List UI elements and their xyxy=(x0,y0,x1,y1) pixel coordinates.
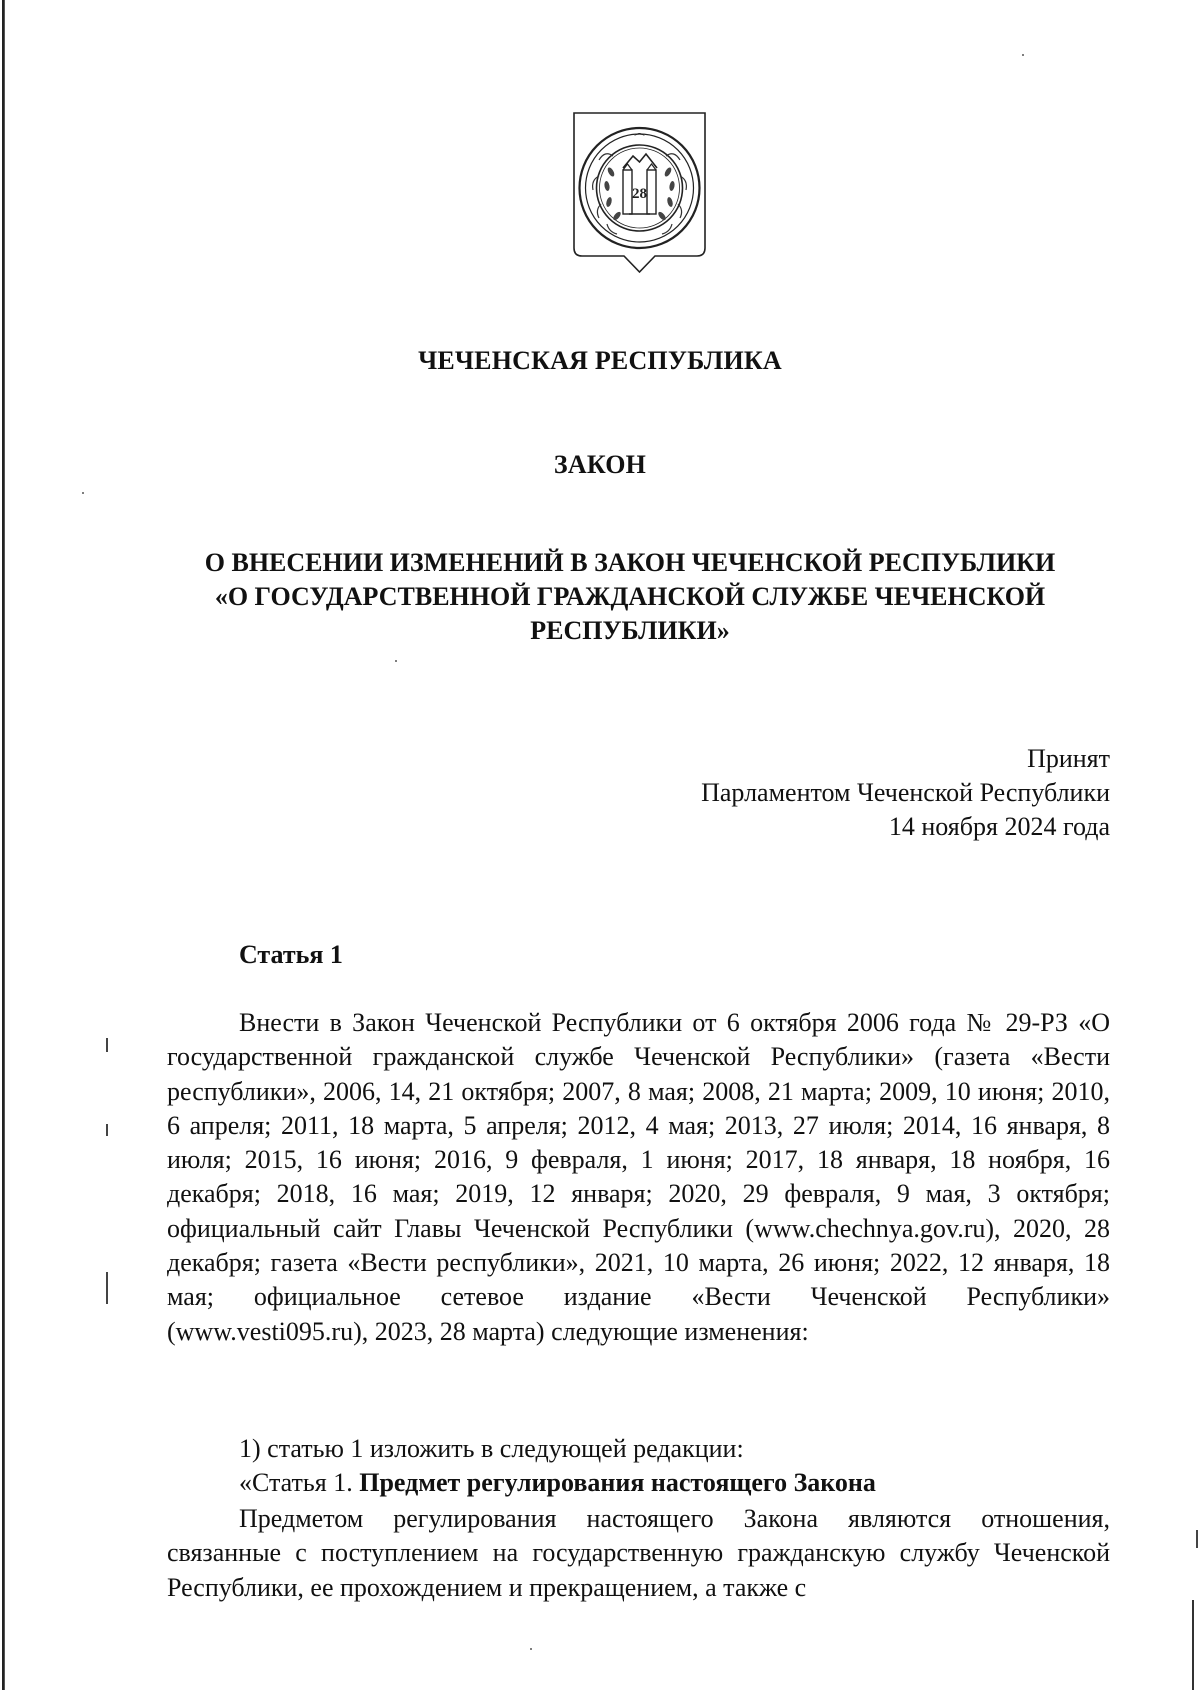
law-title-line: РЕСПУБЛИКИ» xyxy=(530,616,730,645)
margin-mark xyxy=(1196,1530,1198,1548)
quoted-article-prefix: «Статья 1. xyxy=(239,1468,353,1497)
adoption-date: 14 ноября 2024 года xyxy=(888,812,1110,841)
coat-of-arms-icon xyxy=(571,110,708,276)
scan-speck xyxy=(530,1648,532,1650)
margin-mark xyxy=(106,1038,108,1052)
adoption-line: Принят xyxy=(1027,744,1110,773)
scan-edge-right xyxy=(1192,1600,1194,1690)
doc-type-heading: ЗАКОН xyxy=(553,450,647,479)
region-heading: ЧЕЧЕНСКАЯ РЕСПУБЛИКА xyxy=(418,346,782,375)
adoption-block xyxy=(701,742,1110,844)
article-paragraph xyxy=(167,1006,1110,1349)
article-paragraph-text: Внести в Закон Чеченской Республики от 6 октября 2006 года № 29-РЗ «О государственной гражданской службе Чеченской Республики» (газета «Вести республики», 2006, 14, 21 октября; 2007, 8 мая; 2008, 21 марта; 2009, 10 июня; 2010, 6 апреля; 2011, 18 марта, 5 апреля; 2012, 4 мая; 2013, 27 июля; 2014, 16 января, 8 июля; 2015, 16 июня; 2016, 9 февраля, 1 июня; 2017, 18 января, 18 ноября, 16 декабря; 2018, 16 мая; 2019, 12 января; 2020, 29 февраля, 9 мая, 3 октября; официальный сайт Главы Чеченской Республики (www.chechnya.gov.ru), 2020, 28 декабря; газета «Вести республики», 2021, 10 марта, 26 июня; 2022, 12 января, 18 мая; официальное сетевое издание «Вести Чеченской Республики» (www.vesti095.ru), 2023, 28 марта) следующие изменения: xyxy=(167,1008,1110,1346)
adoption-line: Парламентом Чеченской Республики xyxy=(701,778,1110,807)
margin-mark xyxy=(106,1124,108,1136)
article-heading: Статья 1 xyxy=(239,940,343,969)
scan-speck xyxy=(82,492,84,494)
law-title-line: О ВНЕСЕНИИ ИЗМЕНЕНИЙ В ЗАКОН ЧЕЧЕНСКОЙ РЕСПУБЛИКИ xyxy=(204,548,1056,577)
scan-speck xyxy=(1022,54,1024,56)
quoted-article-heading xyxy=(239,1468,876,1498)
scan-edge-left xyxy=(2,0,5,1690)
law-title xyxy=(150,546,1110,648)
quoted-article-paragraph xyxy=(167,1502,1110,1605)
law-title-line: «О ГОСУДАРСТВЕННОЙ ГРАЖДАНСКОЙ СЛУЖБЕ ЧЕЧЕНСКОЙ xyxy=(214,582,1046,611)
amendment-item: 1) статью 1 изложить в следующей редакции: xyxy=(239,1434,744,1463)
quoted-article-title: Предмет регулирования настоящего Закона xyxy=(359,1468,876,1497)
quoted-article-text: Предметом регулирования настоящего Закона являются отношения, связанные с поступлением на государственную гражданскую службу Чеченской Республики, ее прохождением и прекращением, а также с xyxy=(167,1504,1110,1602)
margin-mark xyxy=(106,1272,108,1304)
emblem-numeral: 28 xyxy=(632,186,647,202)
scan-speck xyxy=(395,660,397,662)
